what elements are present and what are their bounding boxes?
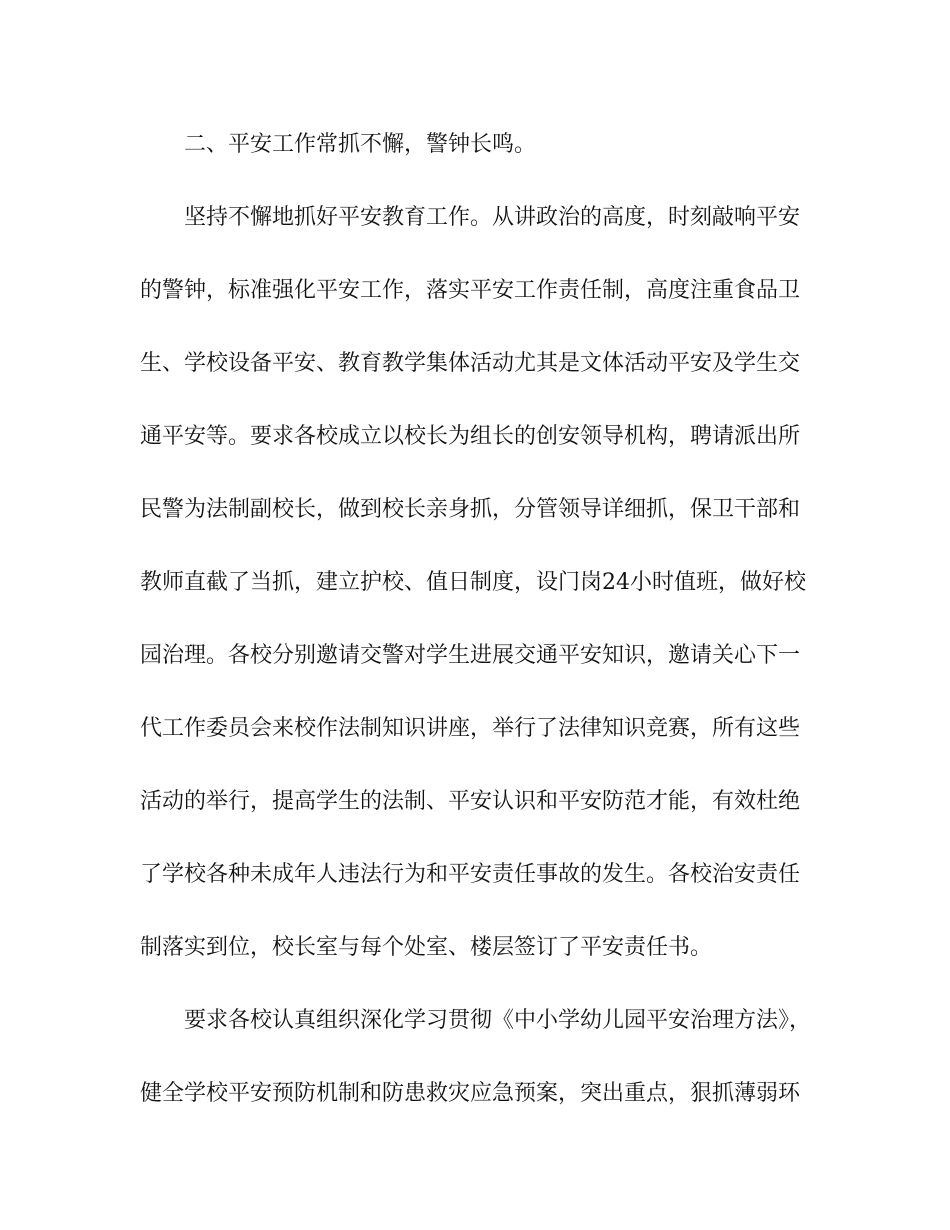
paragraph-line: 生、学校设备平安、教育教学集体活动尤其是文体活动平安及学生交 bbox=[140, 351, 801, 376]
paragraph-line: 活动的举行，提高学生的法制、平安认识和平安防范才能，有效杜绝 bbox=[140, 789, 801, 814]
paragraph-line: 代工作委员会来校作法制知识讲座，举行了法律知识竞赛，所有这些 bbox=[140, 716, 801, 741]
paragraph-line: 园治理。各校分别邀请交警对学生进展交通平安知识，邀请关心下一 bbox=[140, 643, 801, 668]
paragraph-line: 民警为法制副校长，做到校长亲身抓，分管领导详细抓，保卫干部和 bbox=[140, 497, 801, 522]
paragraph-line: 要求各校认真组织深化学习贯彻《中小学幼儿园平安治理方法》， bbox=[184, 1008, 812, 1033]
paragraph-line: 制落实到位，校长室与每个处室、楼层签订了平安责任书。 bbox=[140, 935, 713, 960]
paragraph-line: 通平安等。要求各校成立以校长为组长的创安领导机构，聘请派出所 bbox=[140, 424, 801, 449]
paragraph-line: 的警钟，标准强化平安工作，落实平安工作责任制，高度注重食品卫 bbox=[140, 278, 801, 303]
paragraph-line: 坚持不懈地抓好平安教育工作。从讲政治的高度，时刻敲响平安 bbox=[184, 205, 801, 230]
paragraph-line: 了学校各种未成年人违法行为和平安责任事故的发生。各校治安责任 bbox=[140, 862, 801, 887]
paragraph-line: 健全学校平安预防机制和防患救灾应急预案，突出重点，狠抓薄弱环 bbox=[140, 1081, 801, 1106]
section-heading: 二、平安工作常抓不懈，警钟长鸣。 bbox=[184, 132, 537, 157]
paragraph-line: 教师直截了当抓，建立护校、值日制度，设门岗24小时值班，做好校 bbox=[140, 570, 806, 595]
